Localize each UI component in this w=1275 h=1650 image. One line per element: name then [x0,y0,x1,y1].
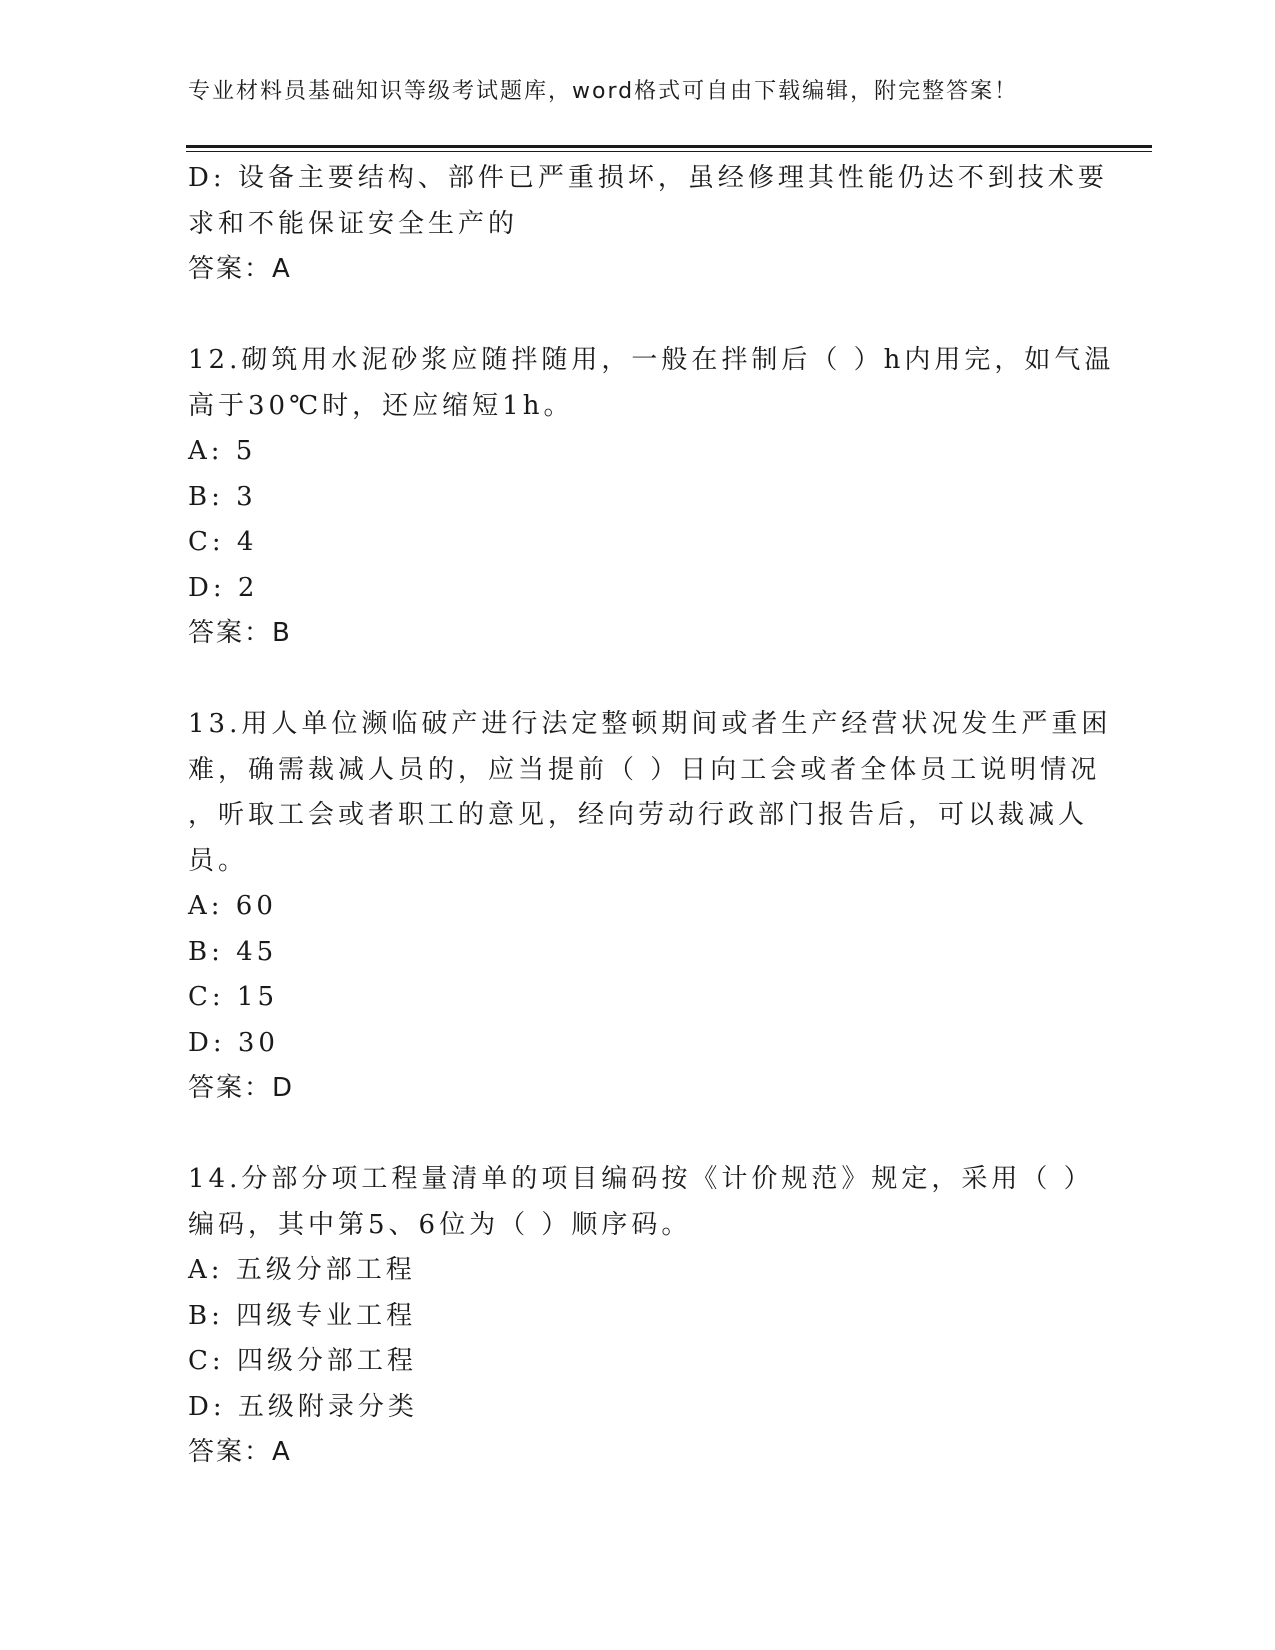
answer-line: 答案：A [188,254,292,284]
answer-line: 答案：A [188,1437,292,1467]
question-14 [188,1157,1094,1476]
option-a: A: 5 [188,436,257,466]
question-content [188,156,1115,1476]
option-b: B: 45 [188,936,278,967]
question-stem-line: 高于30℃时，还应缩短1h。 [188,390,574,421]
question-13 [188,702,1112,1112]
header-rule-thick [186,145,1152,148]
page-header: 专业材料员基础知识等级考试题库，word格式可自由下载编辑，附完整答案！ [188,79,1019,104]
question-stem-line: 难，确需裁减人员的，应当提前（ ）日向工会或者全体员工说明情况 [188,754,1101,785]
option-b: B: 3 [188,481,257,512]
spacer [188,657,1088,703]
option-line: 求和不能保证安全生产的 [188,208,519,239]
option-a: A: 60 [188,891,277,921]
header-rule-thin [186,151,1152,152]
question-stem-line: 13.用人单位濒临破产进行法定整顿期间或者生产经营状况发生严重困 [188,709,1112,739]
option-d: D: 五级附录分类 [188,1391,418,1422]
spacer [188,1112,1088,1158]
option-d: D: 2 [188,572,259,603]
option-c: C: 15 [188,982,279,1012]
option-line: D: 设备主要结构、部件已严重损坏，虽经修理其性能仍达不到技术要 [188,163,1108,193]
question-stem-line: 12.砌筑用水泥砂浆应随拌随用，一般在拌制后（ ）h内用完，如气温 [188,345,1115,375]
option-d: D: 30 [188,1027,279,1058]
question-stem-line: ，听取工会或者职工的意见，经向劳动行政部门报告后，可以裁减人 [188,800,1089,830]
question-stem-line: 员。 [188,845,249,876]
question-11-continued [188,156,1108,293]
question-stem-line: 14.分部分项工程量清单的项目编码按《计价规范》规定，采用（ ） [188,1164,1094,1194]
answer-line: 答案：B [188,618,292,648]
question-12 [188,338,1115,657]
question-stem-line: 编码，其中第5、6位为（ ）顺序码。 [188,1209,692,1240]
answer-line: 答案：D [188,1073,295,1103]
option-c: C: 4 [188,527,258,557]
option-a: A: 五级分部工程 [188,1255,416,1285]
spacer [188,293,1088,339]
option-c: C: 四级分部工程 [188,1346,417,1376]
option-b: B: 四级专业工程 [188,1300,417,1331]
